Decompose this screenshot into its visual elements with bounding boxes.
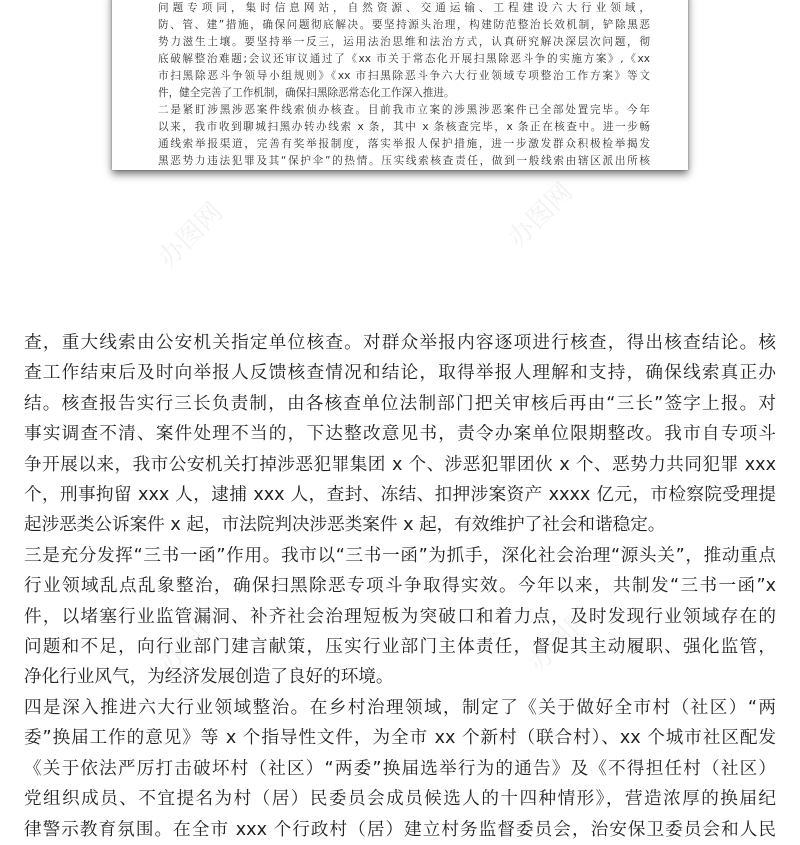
watermark: 办图网 bbox=[152, 602, 229, 679]
body-line: 查工作结束后及时向举报人反馈核查情况和结论，取得举报人理解和支持，确保线索真正办 bbox=[24, 363, 776, 384]
preview-line: 二是紧盯涉黑涉恶案件线索侦办核查。目前我市立案的涉黑涉恶案件已全部处置完毕。今年 bbox=[158, 104, 650, 116]
body-line: 行业领域乱点乱象整治，确保扫黑除恶专项斗争取得实效。今年以来，共制发“三书一函”x bbox=[24, 576, 776, 597]
body-line: 《关于依法严厉打击破坏村（社区）“两委”换届选举行为的通告》及《不得担任村（社区） bbox=[24, 758, 776, 779]
document-preview-card bbox=[112, 0, 688, 170]
body-line: 净化行业风气，为经济发展创造了良好的环境。 bbox=[24, 667, 394, 688]
preview-line: 底破解整治难题;会议还审议通过了《xx 市关于常态化开展扫黑除恶斗争的实施方案》,《xx bbox=[158, 53, 650, 65]
preview-line: 势力滋生土壤。要坚持举一反三，运用法治思维和法治方式，认真研究解决深层次问题，彻 bbox=[158, 36, 650, 48]
preview-line: 防、管、建”措施，确保问题彻底解决。要坚持源头治理，构建防范整治长效机制，铲除黑恶 bbox=[158, 19, 650, 31]
preview-line: 以来，我市收到聊城扫黑办转办线索 x 条，其中 x 条核查完毕，x 条正在核查中。进一步畅 bbox=[158, 121, 650, 133]
body-line: 问题和不足，向行业部门建言献策，压实行业部门主体责任，督促其主动履职、强化监管， bbox=[24, 637, 776, 658]
body-line: 件，以堵塞行业监管漏洞、补齐社会治理短板为突破口和着力点，及时发现行业领域存在的 bbox=[24, 606, 776, 627]
preview-line: 问题专项同，集时信息网站，自然资源、交通运输、工程建设六大行业领域， bbox=[158, 2, 650, 14]
preview-text bbox=[158, 0, 650, 170]
body-line: 个，刑事拘留 xxx 人，逮捕 xxx 人，查封、冻结、扣押涉案资产 xxxx 亿元，市检察院受理提 bbox=[24, 485, 776, 506]
body-line: 党组织成员、不宜提名为村（居）民委员会成员候选人的十四种情形》，营造浓厚的换届纪 bbox=[24, 789, 776, 810]
body-line: 委”换届工作的意见》等 x 个指导性文件，为全市 xx 个新村（联合村）、xx 个城市社区配发 bbox=[24, 728, 776, 749]
body-line: 查，重大线索由公安机关指定单位核查。对群众举报内容逐项进行核查，得出核查结论。核 bbox=[24, 333, 776, 353]
preview-line: 市扫黑除恶斗争领导小组规则》《xx 市扫黑除恶斗争六大行业领域专项整治工作方案》等文 bbox=[158, 70, 650, 82]
body-line: 争开展以来，我市公安机关打掉涉恶犯罪集团 x 个、涉恶犯罪团伙 x 个、恶势力共同犯罪 xxx bbox=[24, 454, 776, 475]
preview-line: 黑恶势力违法犯罪及其“保护伞”的热情。压实线索核查责任，做到一般线索由辖区派出所核 bbox=[158, 155, 650, 167]
document-body bbox=[24, 328, 776, 845]
body-line: 四是深入推进六大行业领域整治。在乡村治理领域，制定了《关于做好全市村（社区）“两 bbox=[24, 697, 776, 718]
watermark: 办图网 bbox=[522, 602, 599, 679]
preview-area bbox=[0, 0, 800, 330]
preview-line: 件，健全完善了工作机制，确保扫黑除恶常态化工作深入推进。 bbox=[158, 87, 455, 99]
body-line: 三是充分发挥“三书一函”作用。我市以“三书一函”为抓手，深化社会治理“源头关”，推动重点 bbox=[24, 545, 776, 566]
body-line: 律警示教育氛围。在全市 xxx 个行政村（居）建立村务监督委员会，治安保卫委员会和人民 bbox=[24, 819, 776, 840]
preview-line: 通线索举报渠道，完善有奖举报制度，落实举报人保护措施，进一步激发群众积极检举揭发 bbox=[158, 138, 650, 150]
body-line: 事实调查不清、案件处理不当的，下达整改意见书，责令办案单位限期整改。我市自专项斗 bbox=[24, 424, 776, 445]
body-line: 起涉恶类公诉案件 x 起，市法院判决涉恶类案件 x 起，有效维护了社会和谐稳定。 bbox=[24, 515, 666, 536]
body-line: 结。核查报告实行三长负责制，由各核查单位法制部门把关审核后再由“三长”签字上报。对 bbox=[24, 393, 776, 414]
